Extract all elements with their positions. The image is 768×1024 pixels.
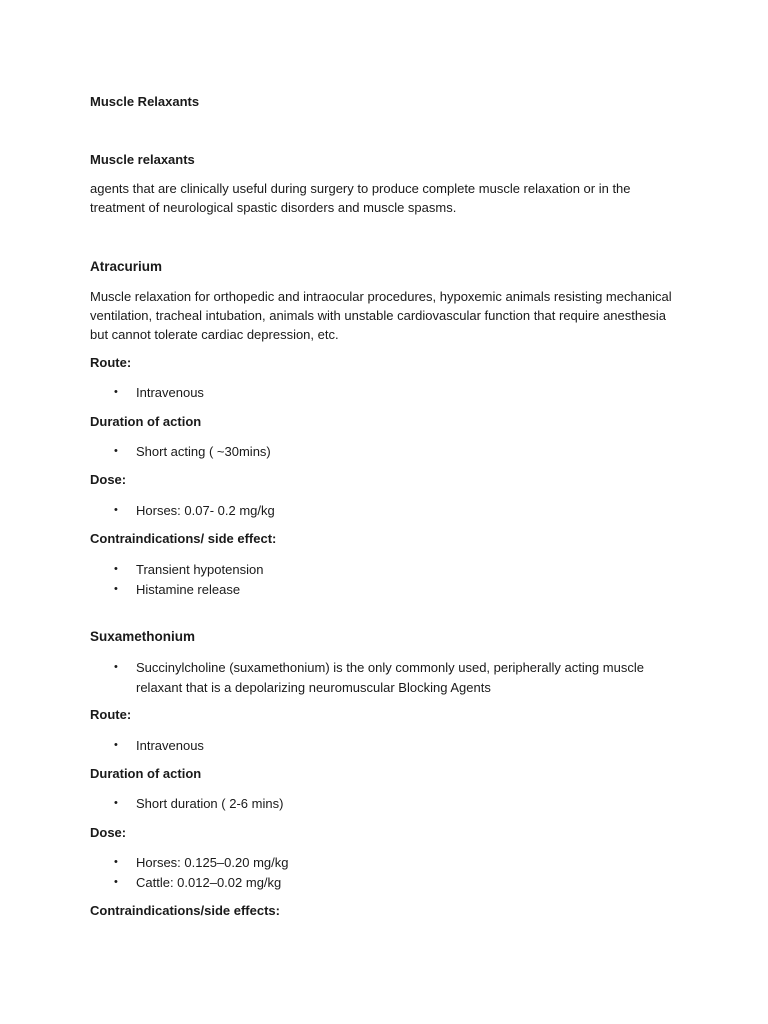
atracurium-duration-label: Duration of action: [90, 414, 202, 429]
list-item-text: Cattle: 0.012–0.02 mg/kg: [136, 874, 282, 890]
list-item-text: Histamine release: [136, 581, 241, 597]
intro-term: Muscle relaxants: [90, 152, 195, 167]
list-item: [90, 873, 696, 893]
list-item-text: Transient hypotension: [136, 562, 264, 577]
document-title: Muscle Relaxants: [90, 94, 200, 109]
bullet-icon: •: [114, 856, 118, 868]
intro-definition: agents that are clinically useful during surgery to produce complete muscle relaxation or in the treatment of neurological spastic disorders and muscle spasms.: [90, 181, 631, 215]
atracurium-duration-list: [90, 442, 696, 462]
list-item-text: Short duration ( 2-6 mins): [136, 796, 284, 811]
atracurium-contra-list: [90, 560, 696, 599]
list-item: [90, 560, 696, 580]
list-item-text: Succinylcholine (suxamethonium) is the only commonly used, peripherally acting muscle relaxant that is a depolarizing neuromuscular Blocking Agents: [136, 660, 644, 695]
suxamethonium-route-list: [90, 736, 696, 756]
list-item: [90, 383, 696, 403]
atracurium-route-list: [90, 383, 696, 403]
bullet-icon: •: [114, 875, 118, 888]
suxamethonium-heading: Suxamethonium: [90, 629, 196, 644]
list-item: [90, 853, 696, 873]
suxamethonium-dose-label: Dose:: [90, 825, 127, 840]
bullet-icon: •: [114, 504, 118, 516]
atracurium-contra-label: Contraindications/ side effect:: [90, 531, 277, 546]
atracurium-description: Muscle relaxation for orthopedic and intraocular procedures, hypoxemic animals resisting mechanical ventilation, tracheal intubation, animals with unstable cardiovascular function that require anesthesia but cannot tolerate cardiac depression, etc.: [90, 289, 672, 342]
bullet-icon: •: [114, 739, 118, 751]
list-item: [90, 658, 646, 697]
atracurium-route-label: Route:: [90, 355, 132, 370]
bullet-icon: •: [114, 445, 118, 457]
list-item: [90, 736, 696, 756]
bullet-icon: •: [114, 563, 118, 575]
bullet-icon: •: [114, 386, 118, 398]
list-item-text: Short acting ( ~30mins): [136, 444, 271, 459]
atracurium-dose-label: Dose:: [90, 472, 127, 487]
list-item: [90, 501, 696, 521]
bullet-icon: •: [114, 661, 118, 673]
atracurium-heading: Atracurium: [90, 259, 163, 274]
bullet-icon: •: [114, 797, 118, 809]
list-item: [90, 580, 696, 600]
list-item: [90, 794, 696, 814]
list-item-text: Intravenous: [136, 385, 204, 400]
suxamethonium-dose-list: [90, 853, 696, 892]
list-item-text: Horses: 0.125–0.20 mg/kg: [136, 855, 289, 870]
bullet-icon: •: [114, 582, 118, 595]
atracurium-dose-list: [90, 501, 696, 521]
suxamethonium-route-label: Route:: [90, 707, 132, 722]
suxamethonium-description-list: [90, 658, 646, 697]
list-item-text: Intravenous: [136, 738, 204, 753]
suxamethonium-duration-label: Duration of action: [90, 766, 202, 781]
list-item: [90, 442, 696, 462]
suxamethonium-duration-list: [90, 794, 696, 814]
suxamethonium-contra-label: Contraindications/side effects:: [90, 903, 280, 918]
list-item-text: Horses: 0.07- 0.2 mg/kg: [136, 503, 275, 518]
